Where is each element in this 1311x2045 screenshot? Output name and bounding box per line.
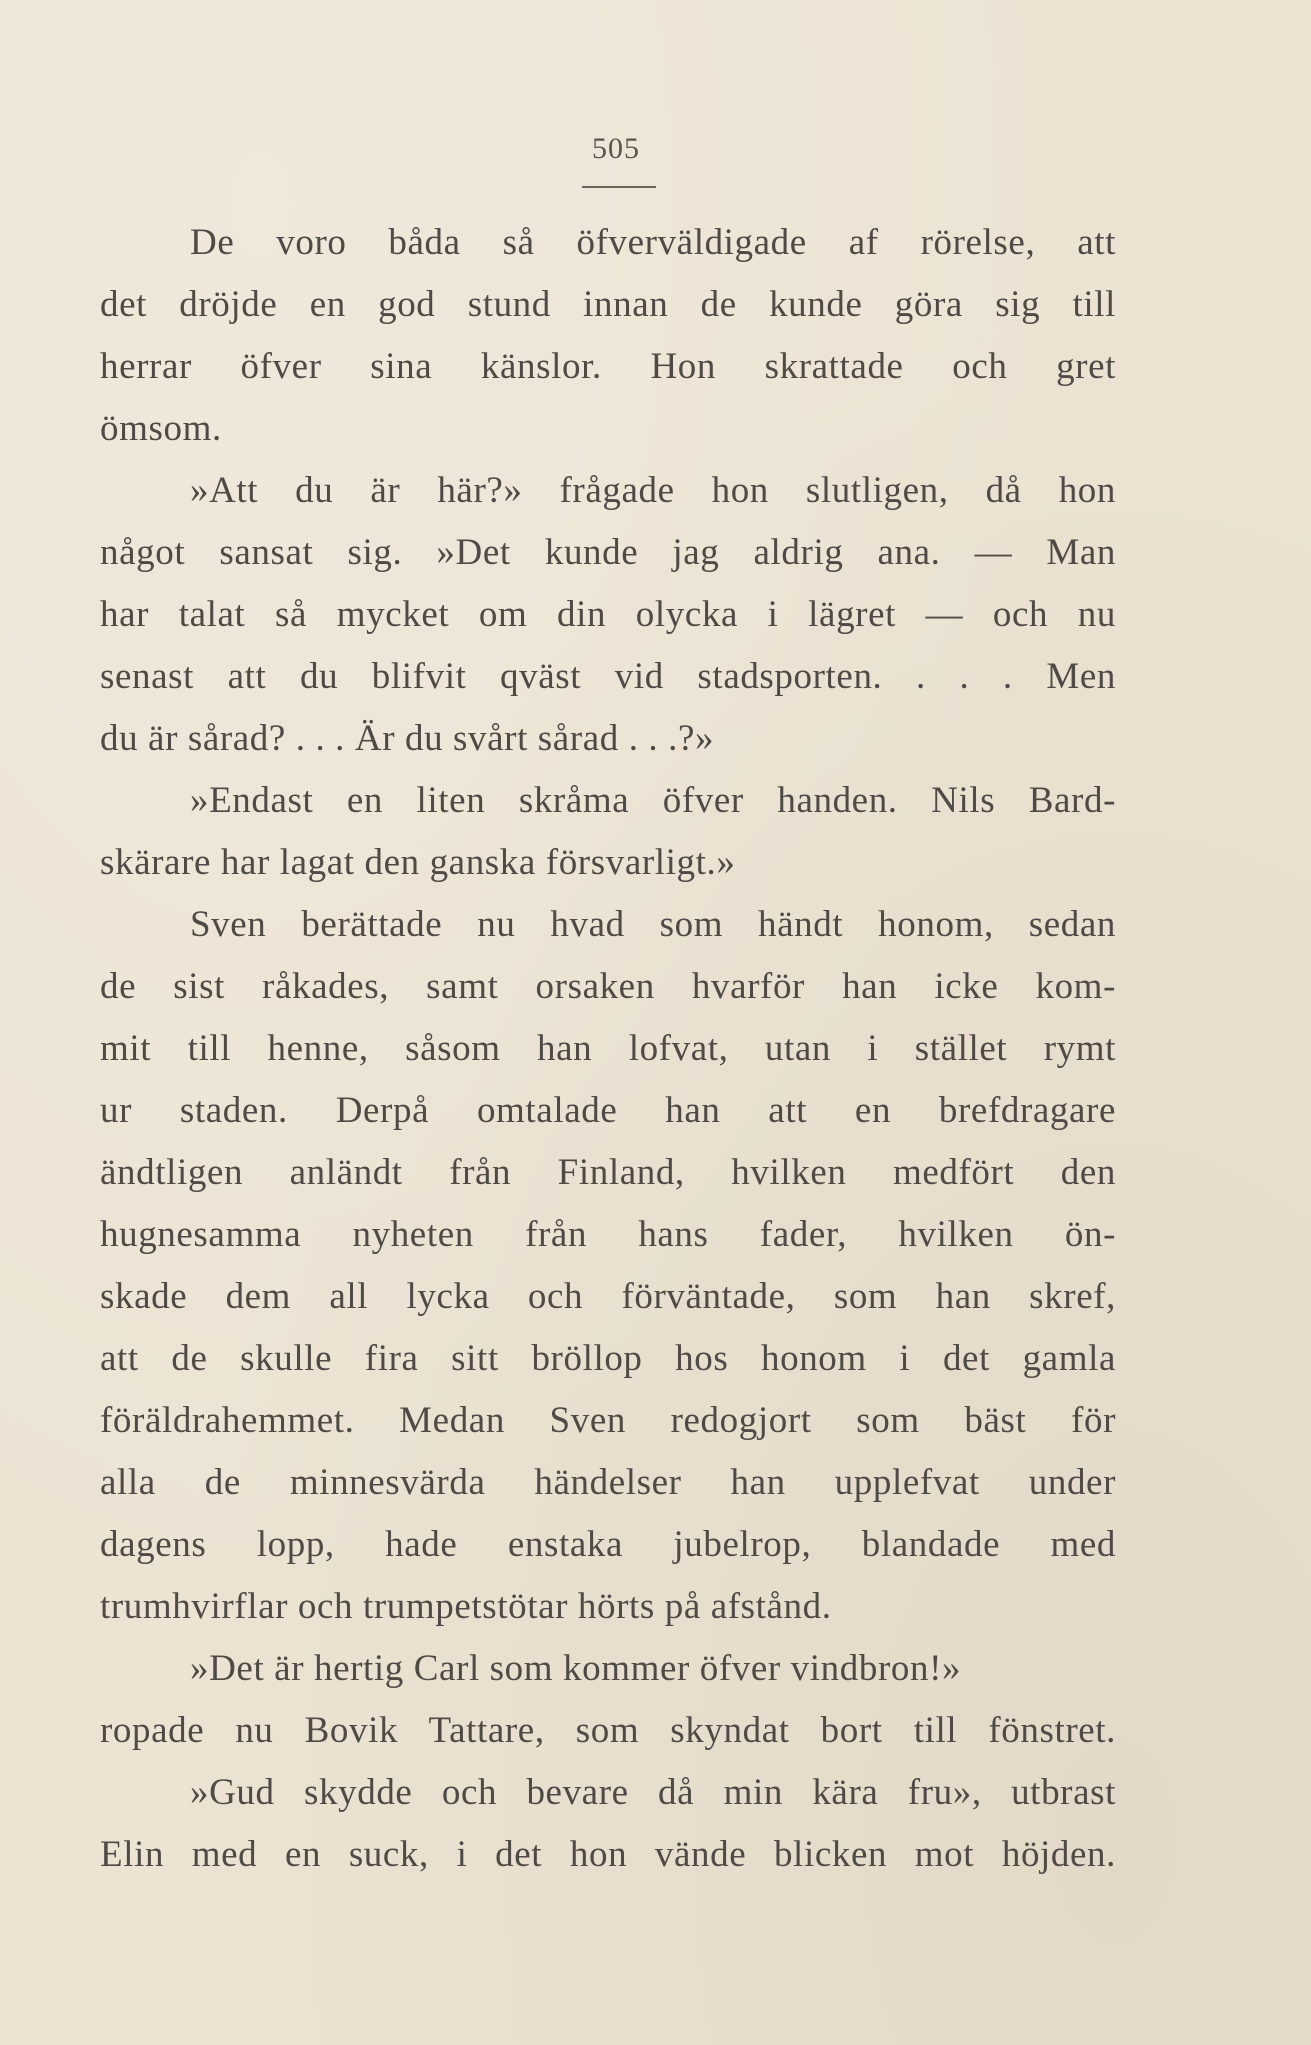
page-number: 505: [592, 132, 640, 165]
text-line: senast att du blifvit qväst vid stadsporten. . . . Men: [100, 656, 1116, 697]
text-line: Sven berättade nu hvad som händt honom, sedan: [190, 904, 1116, 945]
text-line: det dröjde en god stund innan de kunde göra sig till: [100, 284, 1116, 325]
text-line: hugnesamma nyheten från hans fader, hvilken ön-: [100, 1214, 1116, 1255]
body-text: [100, 212, 1116, 1886]
text-line: föräldrahemmet. Medan Sven redogjort som bäst för: [100, 1400, 1116, 1441]
text-line: ändtligen anländt från Finland, hvilken medfört den: [100, 1152, 1116, 1193]
text-line: »Det är hertig Carl som kommer öfver vindbron!»: [190, 1648, 962, 1689]
text-line: skärare har lagat den ganska försvarligt.»: [100, 842, 736, 883]
text-line: att de skulle fira sitt bröllop hos honom i det gamla: [100, 1338, 1116, 1379]
text-line: trumhvirflar och trumpetstötar hörts på afstånd.: [100, 1586, 832, 1627]
text-line: Elin med en suck, i det hon vände blicken mot höjden.: [100, 1834, 1116, 1875]
text-line: ropade nu Bovik Tattare, som skyndat bort till fönstret.: [100, 1710, 1116, 1751]
text-line: »Gud skydde och bevare då min kära fru», utbrast: [190, 1772, 1116, 1813]
text-line: »Att du är här?» frågade hon slutligen, då hon: [190, 470, 1116, 511]
text-line: alla de minnesvärda händelser han upplefvat under: [100, 1462, 1116, 1503]
text-line: De voro båda så öfverväldigade af rörelse, att: [190, 222, 1116, 263]
page-number-rule: [582, 186, 656, 188]
text-line: ur staden. Derpå omtalade han att en brefdragare: [100, 1090, 1116, 1131]
text-line: skade dem all lycka och förväntade, som han skref,: [100, 1276, 1116, 1317]
text-line: något sansat sig. »Det kunde jag aldrig ana. — Man: [100, 532, 1116, 573]
text-line: ömsom.: [100, 408, 222, 449]
text-line: »Endast en liten skråma öfver handen. Nils Bard-: [190, 780, 1116, 821]
text-line: du är sårad? . . . Är du svårt sårad . . .?»: [100, 718, 715, 759]
text-line: har talat så mycket om din olycka i lägret — och nu: [100, 594, 1116, 635]
text-line: dagens lopp, hade enstaka jubelrop, blandade med: [100, 1524, 1116, 1565]
text-line: de sist råkades, samt orsaken hvarför han icke kom-: [100, 966, 1116, 1007]
text-line: mit till henne, såsom han lofvat, utan i stället rymt: [100, 1028, 1116, 1069]
text-line: herrar öfver sina känslor. Hon skrattade och gret: [100, 346, 1116, 387]
